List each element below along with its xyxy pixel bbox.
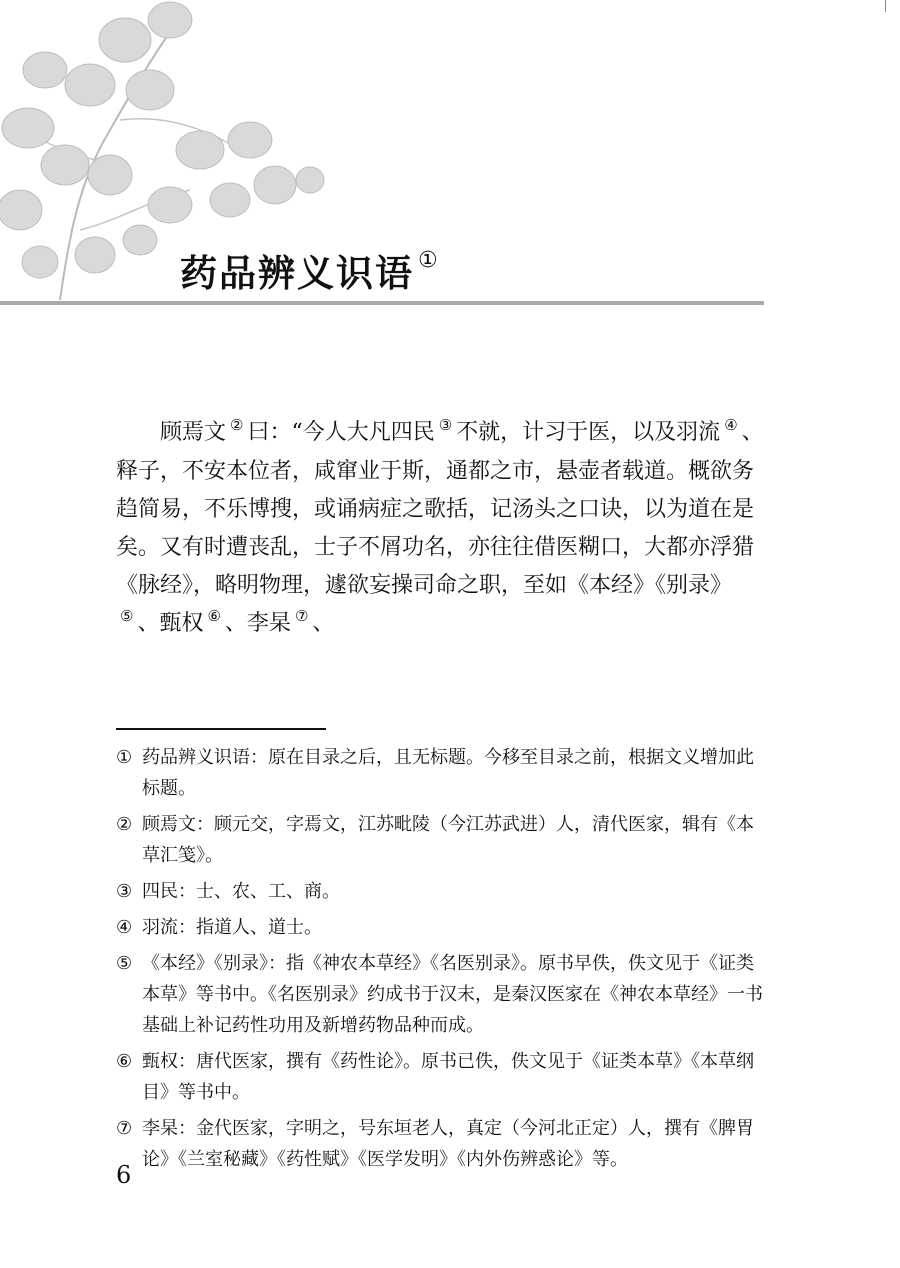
footnote-text: 药品辨义识语：原在目录之后，且无标题。今移至目录之前，根据文义增加此标题。 (142, 747, 754, 799)
footnote-item (116, 1113, 768, 1175)
footnote-text: 李杲：金代医家，字明之，号东垣老人，真定（今河北正定）人，撰有《脾胃论》《兰室秘藏》《药性赋》《医学发明》《内外伤辨惑论》等。 (142, 1118, 754, 1170)
body-text-run: 、释子，不安本位者，咸窜业于斯，通都之市，悬壶者载道。概欲务趋简易，不乐博搜，或诵病症之歌括，记汤头之口诀，以为道在是矣。又有时遭丧乱，士子不屑功名，亦往往借医糊口，大都亦浮猎《脉经》，略明物理，遽欲妄操司命之职，至如《本经》《别录》 (116, 420, 764, 598)
title-footnote-mark: ① (418, 248, 438, 273)
footnote-text: 羽流：指道人、道士。 (142, 917, 322, 938)
footnote-separator (116, 728, 326, 730)
footnote-ref: ③ (438, 416, 453, 434)
body-text-run: 不就，计习于医，以及羽流 (456, 420, 721, 445)
footnote-text: 四民：士、农、工、商。 (142, 881, 340, 902)
footnote-ref: ② (230, 416, 244, 434)
footnote-number: ③ (116, 881, 133, 902)
footnote-item (116, 809, 768, 871)
footnote-item (116, 876, 768, 907)
footnote-text: 甄权：唐代医家，撰有《药性论》。原书已佚，佚文见于《证类本草》《本草纲目》等书中。 (142, 1051, 754, 1103)
footnote-item (116, 912, 768, 943)
body-text-run: 、甄权 (137, 611, 204, 636)
footnote-number: ⑦ (116, 1118, 133, 1139)
footnote-number: ⑤ (116, 953, 133, 974)
footnote-item (116, 1046, 768, 1108)
crop-mark (885, 0, 886, 12)
footnotes (116, 742, 768, 1180)
paragraph-1 (116, 414, 766, 644)
footnote-ref: ⑤ (120, 607, 134, 625)
footnote-text: 顾焉文：顾元交，字焉文，江苏毗陵（今江苏武进）人，清代医家，辑有《本草汇笺》。 (142, 814, 754, 866)
footnote-ref: ④ (724, 416, 738, 434)
footnote-ref: ⑥ (207, 607, 221, 625)
footnote-ref: ⑦ (294, 607, 309, 625)
body-text-run: 曰：“今人大凡四民 (247, 420, 435, 445)
chapter-title-text: 药品辨义识语 (180, 252, 414, 295)
chapter-title (180, 246, 438, 302)
body-text-run: 、 (312, 611, 335, 636)
page-number: 6 (116, 1161, 132, 1189)
body-text-run: 顾焉文 (160, 420, 227, 445)
footnote-number: ② (116, 814, 133, 835)
footnote-number: ① (116, 747, 133, 768)
body-text-run: 、李杲 (224, 611, 291, 636)
title-rule (0, 301, 764, 305)
footnote-number: ⑥ (116, 1051, 133, 1072)
body-paragraph (116, 414, 766, 644)
footnote-text: 《本经》《别录》：指《神农本草经》《名医别录》。原书早佚，佚文见于《证类本草》等书中。《名医别录》约成书于汉末，是秦汉医家在《神农本草经》一书基础上补记药性功用及新增药物品种而成。 (142, 953, 763, 1036)
footnote-number: ④ (116, 917, 133, 938)
footnote-item (116, 742, 768, 804)
footnote-item (116, 948, 768, 1041)
